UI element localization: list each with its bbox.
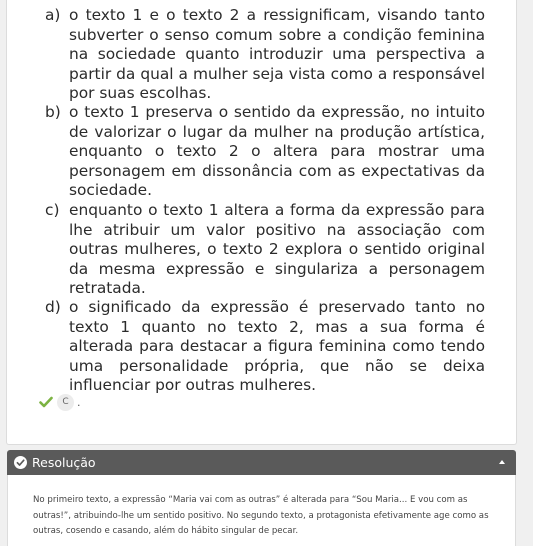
check-icon	[39, 395, 53, 409]
question-card	[6, 0, 517, 445]
resolution-title: Resolução	[32, 455, 96, 470]
option-letter: c)	[45, 201, 60, 219]
option-text: enquanto o texto 1 altera a forma da expressão para lhe atribuir um valor positivo na associação com outras mulheres, o texto 2 explora o sentido original da mesma expressão e singulariza a personagem retratada.	[69, 201, 485, 298]
caret-up-icon[interactable]	[499, 460, 505, 464]
resolution-header[interactable]	[7, 450, 516, 475]
option-text: o texto 1 e o texto 2 a ressignificam, visando tanto subverter o senso comum sobre a condição feminina na sociedade quanto introduzir uma perspectiva a partir da qual a mulher seja vista como a responsável por suas escolhas.	[69, 6, 485, 103]
option-b[interactable]	[45, 103, 485, 201]
option-d[interactable]	[45, 298, 485, 396]
option-a[interactable]	[45, 6, 485, 104]
answer-suffix: .	[77, 395, 81, 409]
option-letter: d)	[45, 298, 61, 316]
resolution-text: No primeiro texto, a expressão “Maria vai com as outras” é alterada para “Sou Maria... E vou com as outras!”, atribuindo-lhe um sentido positivo. No segundo texto, a protagonista efetivamente age como as outras, cosendo e casando, além do hábito singular de pecar.	[33, 495, 489, 536]
resolution-body	[7, 475, 516, 546]
answer-letter-badge: C	[57, 394, 74, 411]
option-letter: b)	[45, 103, 61, 121]
option-text: o significado da expressão é preservado tanto no texto 1 quanto no texto 2, mas a sua forma é alterada para destacar a figura feminina como tendo uma personalidade própria, que não se deixa influenciar por outras mulheres.	[69, 298, 485, 395]
option-c[interactable]	[45, 201, 485, 299]
check-circle-icon	[14, 456, 27, 469]
correct-answer	[39, 393, 81, 411]
option-text: o texto 1 preserva o sentido da expressão, no intuito de valorizar o lugar da mulher na produção artística, enquanto o texto 2 o altera para mostrar uma personagem em dissonância com as expectativas da sociedade.	[69, 103, 485, 200]
option-letter: a)	[45, 6, 61, 24]
